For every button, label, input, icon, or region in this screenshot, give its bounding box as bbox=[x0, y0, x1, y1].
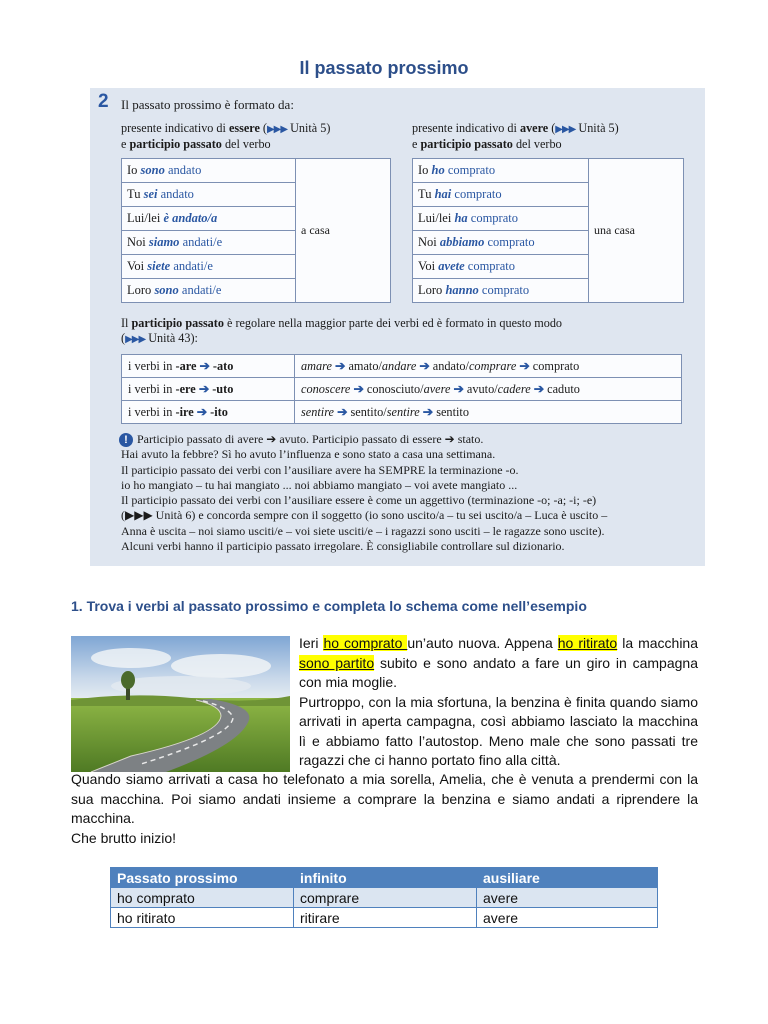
highlighted-verb: ho ritirato bbox=[557, 635, 618, 651]
table-row: i verbi in -are ➔ -ato amare ➔ amato/andare ➔ andato/comprare ➔ comprato bbox=[122, 355, 682, 378]
page-title: Il passato prossimo bbox=[299, 58, 469, 78]
table-row: i verbi in -ere ➔ -uto conoscere ➔ conosciuto/avere ➔ avuto/cadere ➔ caduto bbox=[122, 378, 682, 401]
table-row: Loro sono andati/e bbox=[122, 279, 391, 303]
table-row: Loro hanno comprato bbox=[413, 279, 684, 303]
table-row: Noi siamo andati/e bbox=[122, 231, 391, 255]
essere-header: presente indicativo di essere (▶▶▶ Unità 5) e participio passato del verbo bbox=[121, 121, 331, 151]
table-row: Lui/lei ha comprato bbox=[413, 207, 684, 231]
warning-icon: ! bbox=[119, 433, 133, 447]
reference-arrows-icon: ▶▶▶ bbox=[555, 124, 576, 135]
essere-object: a casa bbox=[296, 159, 391, 303]
avere-header: presente indicativo di avere (▶▶▶ Unità 5) e participio passato del verbo bbox=[412, 121, 619, 151]
story-paragraph-bottom: Quando siamo arrivati a casa ho telefonato a mia sorella, Amelia, che è venuta a prendermi con la sua macchina. Poi siamo andati insieme a comprare la benzina e siamo andati a riprendere la macchina. Che brutto inizio! bbox=[71, 771, 698, 846]
grammar-notes: ! Participio passato di avere ➔ avuto. Participio passato di essere ➔ stato. Hai avuto la febbre? Sì ho avuto l’influenza e sono stato a casa una settimana. Il participio passato dei verbi con l’ausiliare avere ha SEMPRE la terminazione -o. io ho mangiato – tu hai mangiato ... noi abbiamo mangiato – voi avete mangiato ... Il participio passato dei verbi con l’ausiliare essere è come un aggettivo (terminazione -o; -a; -i; -e) (▶▶▶ Unità 6) e concorda sempre con il soggetto (io sono uscito/a – tu sei uscito/a – Luca è uscito – Anna è uscita – noi siamo usciti/e – voi siete usciti/e – i ragazzi sono usciti – le ragazze sono uscite). Alcuni verbi hanno il participio passato irregolare. È consigliabile controllare sul dizionario. bbox=[121, 432, 608, 554]
section-number: 2 bbox=[98, 91, 109, 112]
highlighted-verb: sono partito bbox=[299, 654, 375, 671]
reference-arrows-icon: ▶▶▶ bbox=[125, 334, 146, 345]
table-row: ho ritirato ritirare avere bbox=[111, 908, 658, 928]
table-row: Lui/lei è andato/a bbox=[122, 207, 391, 231]
column-header: Passato prossimo bbox=[111, 868, 294, 888]
table-row: Tu sei andato bbox=[122, 183, 391, 207]
exercise-title: 1. Trova i verbi al passato prossimo e completa lo schema come nell’esempio bbox=[71, 598, 587, 614]
column-header: infinito bbox=[294, 868, 477, 888]
table-row: Noi abbiamo comprato bbox=[413, 231, 684, 255]
participle-explanation: Il participio passato è regolare nella maggior parte dei verbi ed è formato in questo modo (▶▶▶ Unità 43): bbox=[121, 316, 563, 345]
table-row: Voi siete andati/e bbox=[122, 255, 391, 279]
table-row: Io sono andato a casa bbox=[122, 159, 391, 183]
avere-object: una casa bbox=[589, 159, 684, 303]
highlighted-verb: ho comprato bbox=[323, 635, 408, 651]
participle-suffix-table bbox=[121, 354, 682, 424]
table-row: Voi avete comprato bbox=[413, 255, 684, 279]
table-row: Tu hai comprato bbox=[413, 183, 684, 207]
table-header-row bbox=[111, 868, 658, 888]
intro-text: Il passato prossimo è formato da: bbox=[121, 97, 294, 112]
answer-table bbox=[110, 867, 658, 928]
essere-conjugation-table bbox=[121, 158, 391, 303]
avere-conjugation-table bbox=[412, 158, 684, 303]
column-header: ausiliare bbox=[477, 868, 658, 888]
story-paragraph-top: Ieri ho comprato un’auto nuova. Appena ho ritirato la macchina sono partito subito e sono andato a fare un giro in campagna con mia moglie. Purtroppo, con la mia sfortuna, la benzina è finita quando siamo arrivati in aperta campagna, così abbiamo lasciato la macchina lì e abbiamo fatto l’autostop. Meno male che sono passati tre ragazzi che ci hanno portato fino alla città. bbox=[299, 635, 698, 768]
grammar-scan-panel bbox=[90, 88, 705, 566]
table-row: ho comprato comprare avere bbox=[111, 888, 658, 908]
road-photo bbox=[71, 636, 290, 772]
table-row: i verbi in -ire ➔ -ito sentire ➔ sentito/sentire ➔ sentito bbox=[122, 401, 682, 424]
table-row: Io ho comprato una casa bbox=[413, 159, 684, 183]
reference-arrows-icon: ▶▶▶ bbox=[266, 124, 288, 135]
